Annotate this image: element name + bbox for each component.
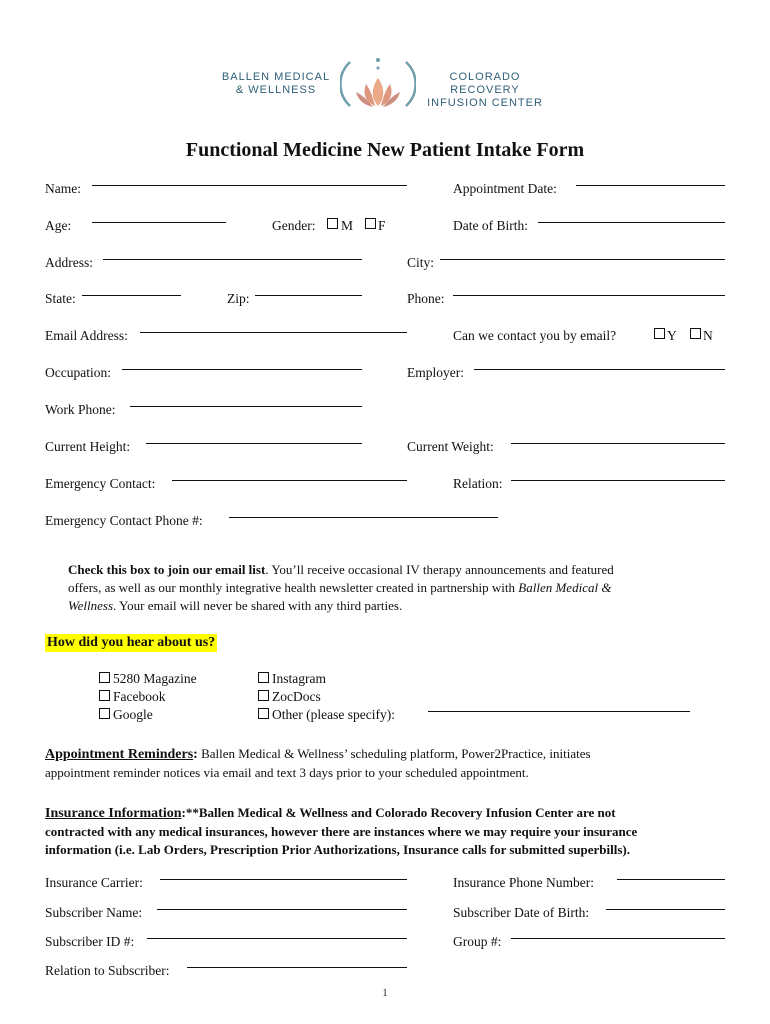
gender-m-checkbox[interactable] <box>327 218 338 229</box>
appointment-reminders-text1: Ballen Medical & Wellness’ scheduling platform, Power2Practice, initiates <box>201 746 591 761</box>
hear-about-heading-text: How did you hear about us? <box>47 635 216 650</box>
occupation-field[interactable] <box>122 369 362 370</box>
state-field[interactable] <box>82 295 181 296</box>
phone-field[interactable] <box>453 295 725 296</box>
group-label: Group #: <box>453 934 502 949</box>
page-number: 1 <box>382 988 388 999</box>
option-google-label: Google <box>113 707 153 722</box>
gender-m-label: M <box>341 218 354 233</box>
insurance-carrier-field[interactable] <box>160 879 407 880</box>
age-label: Age: <box>45 218 72 233</box>
page-title: Functional Medicine New Patient Intake Form <box>185 139 585 161</box>
insurance-carrier-label: Insurance Carrier: <box>45 875 143 890</box>
relation-field[interactable] <box>511 480 725 481</box>
option-instagram-checkbox[interactable] <box>258 672 269 683</box>
option-instagram-label: Instagram <box>272 671 326 686</box>
current-weight-label: Current Weight: <box>407 439 494 454</box>
insurance-line1: :**Ballen Medical & Wellness and Colorado Recovery Infusion Center are not <box>181 805 616 820</box>
other-specify-field[interactable] <box>428 711 690 712</box>
subscriber-id-field[interactable] <box>147 938 407 939</box>
colorado-logo-line1: COLORADO RECOVERY <box>449 71 521 96</box>
appointment-reminders-text2: appointment reminder notices via email and text 3 days prior to your scheduled appointment. <box>45 765 529 780</box>
subscriber-dob-label: Subscriber Date of Birth: <box>453 905 590 920</box>
ballen-logo-line2: & WELLNESS <box>235 84 317 96</box>
state-label: State: <box>45 291 76 306</box>
city-label: City: <box>407 255 435 270</box>
option-facebook-label: Facebook <box>113 689 166 704</box>
ballen-logo-text <box>218 71 334 97</box>
zip-field[interactable] <box>255 295 362 296</box>
appointment-reminders-colon: : <box>193 747 198 762</box>
employer-field[interactable] <box>474 369 725 370</box>
gender-label: Gender: <box>272 218 316 233</box>
email-list-text2: offers, as well as our monthly integrative health newsletter created in partnership with <box>68 580 516 595</box>
current-height-label: Current Height: <box>45 439 131 454</box>
name-field[interactable] <box>92 185 407 186</box>
date-of-birth-label: Date of Birth: <box>453 218 528 233</box>
address-field[interactable] <box>103 259 362 260</box>
appointment-reminders-heading: Appointment Reminders <box>45 747 194 762</box>
age-field[interactable] <box>92 222 226 223</box>
email-list-italic-name2: Wellness <box>68 598 114 613</box>
email-address-label: Email Address: <box>45 328 128 343</box>
subscriber-dob-field[interactable] <box>606 909 725 910</box>
subscriber-id-label: Subscriber ID #: <box>45 934 135 949</box>
insurance-paragraph <box>45 804 735 859</box>
group-field[interactable] <box>511 938 725 939</box>
insurance-line2: contracted with any medical insurances, however there are instances where we may require your insurance <box>45 824 638 839</box>
email-address-field[interactable] <box>140 332 407 333</box>
email-list-lead[interactable]: Check this box to join our email list <box>68 562 266 577</box>
gender-f-checkbox[interactable] <box>365 218 376 229</box>
contact-by-email-label: Can we contact you by email? <box>453 328 617 343</box>
subscriber-name-field[interactable] <box>157 909 407 910</box>
email-list-italic-name: Ballen Medical & <box>518 580 612 595</box>
colorado-logo-line2: INFUSION CENTER <box>427 97 543 109</box>
gender-f-label: F <box>378 218 386 233</box>
contact-yes-checkbox[interactable] <box>654 328 665 339</box>
insurance-phone-label: Insurance Phone Number: <box>453 875 594 890</box>
emergency-contact-phone-field[interactable] <box>229 517 498 518</box>
current-weight-field[interactable] <box>511 443 725 444</box>
city-field[interactable] <box>440 259 725 260</box>
address-label: Address: <box>45 255 93 270</box>
hear-about-heading <box>45 634 217 652</box>
contact-no-checkbox[interactable] <box>690 328 701 339</box>
occupation-label: Occupation: <box>45 365 111 380</box>
date-of-birth-field[interactable] <box>538 222 725 223</box>
email-list-text3: . Your email will never be shared with any third parties. <box>113 598 403 613</box>
contact-yes-label: Y <box>667 328 677 343</box>
insurance-phone-field[interactable] <box>617 879 725 880</box>
option-5280-checkbox[interactable] <box>99 672 110 683</box>
relation-label: Relation: <box>453 476 503 491</box>
appointment-date-label: Appointment Date: <box>453 181 557 196</box>
option-5280-label: 5280 Magazine <box>113 671 197 686</box>
email-list-text1: . You’ll receive occasional IV therapy announcements and featured <box>265 562 614 577</box>
zip-label: Zip: <box>227 291 250 306</box>
relation-to-subscriber-field[interactable] <box>187 967 407 968</box>
current-height-field[interactable] <box>146 443 362 444</box>
insurance-line3: information (i.e. Lab Orders, Prescription Prior Authorizations, Insurance calls for submitted superbills). <box>45 842 630 857</box>
emergency-contact-label: Emergency Contact: <box>45 476 156 491</box>
lotus-logo-icon <box>340 48 416 120</box>
colorado-logo-text <box>418 71 552 110</box>
ballen-logo-line1: BALLEN MEDICAL <box>221 71 331 83</box>
option-zocdocs-checkbox[interactable] <box>258 690 269 701</box>
work-phone-field[interactable] <box>130 406 362 407</box>
relation-to-subscriber-label: Relation to Subscriber: <box>45 963 170 978</box>
phone-label: Phone: <box>407 291 445 306</box>
employer-label: Employer: <box>407 365 464 380</box>
email-list-paragraph <box>68 561 718 615</box>
option-facebook-checkbox[interactable] <box>99 690 110 701</box>
subscriber-name-label: Subscriber Name: <box>45 905 143 920</box>
contact-no-label: N <box>703 328 713 343</box>
emergency-contact-phone-label: Emergency Contact Phone #: <box>45 513 203 528</box>
option-other-label: Other (please specify): <box>272 707 395 722</box>
insurance-heading: Insurance Information <box>45 806 182 821</box>
option-other-checkbox[interactable] <box>258 708 269 719</box>
emergency-contact-field[interactable] <box>172 480 407 481</box>
appointment-reminders-paragraph <box>45 745 735 782</box>
appointment-date-field[interactable] <box>576 185 725 186</box>
name-label: Name: <box>45 181 81 196</box>
option-zocdocs-label: ZocDocs <box>272 689 321 704</box>
work-phone-label: Work Phone: <box>45 402 116 417</box>
option-google-checkbox[interactable] <box>99 708 110 719</box>
